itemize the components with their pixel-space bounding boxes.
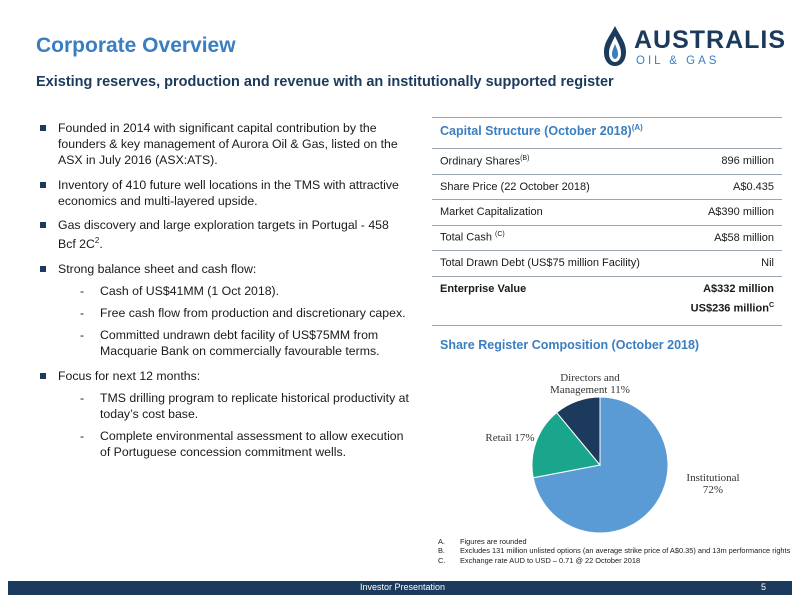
bullet-item: Focus for next 12 months: - TMS drilling program to replicate historical productivity at today’s cost base. - Complete environmental assessment to allow execution of Portuguese concession commitment wells. — [38, 368, 410, 461]
bullet-item: Inventory of 410 future well locations in the TMS with attractive economics and multi-layered upside. — [38, 177, 410, 209]
share-register-pie-chart — [530, 395, 670, 535]
flame-drop-icon — [600, 24, 630, 68]
capital-structure-title: Capital Structure (October 2018)$^{(A)}$ — [440, 123, 643, 139]
logo-wordmark: AUSTRALIS — [634, 26, 787, 54]
sub-bullet-item: - Cash of US$41MM (1 Oct 2018). — [58, 283, 410, 299]
bullet-item: Gas discovery and large exploration targets in Portugal - 458 Bcf $2C^2$. — [38, 217, 410, 253]
footnote-item: B. Excludes 131 million unlisted options (an average strike price of A$0.35) and 13m performance rights — [438, 546, 791, 556]
company-logo — [600, 22, 787, 72]
page-subtitle: Existing reserves, production and revenue with an institutionally supported register — [36, 74, 614, 90]
page-title: Corporate Overview — [36, 34, 236, 57]
table-bottom-rule — [432, 325, 782, 326]
sub-bullet-item: - Complete environmental assessment to allow execution of Portuguese concession commitment wells. — [58, 428, 410, 460]
table-row-enterprise-value: Enterprise Value A$332 million — [432, 276, 782, 302]
pie-label-directors: Directors and Management 11% — [550, 372, 630, 396]
table-row: Ordinary Shares$^{(B)}$ 896 million — [432, 148, 782, 174]
page-number: 5 — [760, 582, 766, 592]
logo-subtext: OIL & GAS — [636, 55, 720, 67]
sub-bullet-item: - Free cash flow from production and discretionary capex. — [58, 305, 410, 321]
share-register-title: Share Register Composition (October 2018) — [440, 338, 700, 352]
enterprise-value-usd: US$236 million$^C$ — [690, 302, 774, 315]
capital-structure-table — [432, 148, 782, 301]
table-row: Share Price (22 October 2018) A$0.435 — [432, 174, 782, 200]
footnote-item: A. Figures are rounded — [438, 537, 527, 546]
footnote-item: C. Exchange rate AUD to USD – 0.71 @ 22 October 2018 — [438, 555, 641, 565]
table-row: Total Drawn Debt (US$75 million Facility) Nil — [432, 250, 782, 276]
table-top-rule — [432, 117, 782, 118]
table-row: Market Capitalization A$390 million — [432, 199, 782, 225]
footer-label: Investor Presentation — [360, 582, 446, 592]
sub-bullet-item: - Committed undrawn debt facility of US$75MM from Macquarie Bank on commercially favourable terms. — [58, 327, 410, 359]
sub-bullet-item: - TMS drilling program to replicate historical productivity at today’s cost base. — [58, 390, 410, 422]
bullet-item: Founded in 2014 with significant capital contribution by the founders & key management of Aurora Oil & Gas, listed on the ASX in July 2016 (ASX:ATS). — [38, 120, 410, 169]
footer-bar — [8, 581, 792, 595]
footnotes — [438, 537, 798, 565]
pie-label-institutional: Institutional 72% — [686, 472, 740, 496]
table-row: Total Cash $^{(C)}$ A$58 million — [432, 225, 782, 251]
pie-label-retail: Retail 17% — [485, 432, 535, 444]
overview-bullets — [38, 120, 410, 469]
bullet-item: Strong balance sheet and cash flow: - Cash of US$41MM (1 Oct 2018). - Free cash flow from production and discretionary capex. - Committed undrawn debt facility of US$75MM from Macquarie Bank on commercially favourable terms. — [38, 261, 410, 360]
